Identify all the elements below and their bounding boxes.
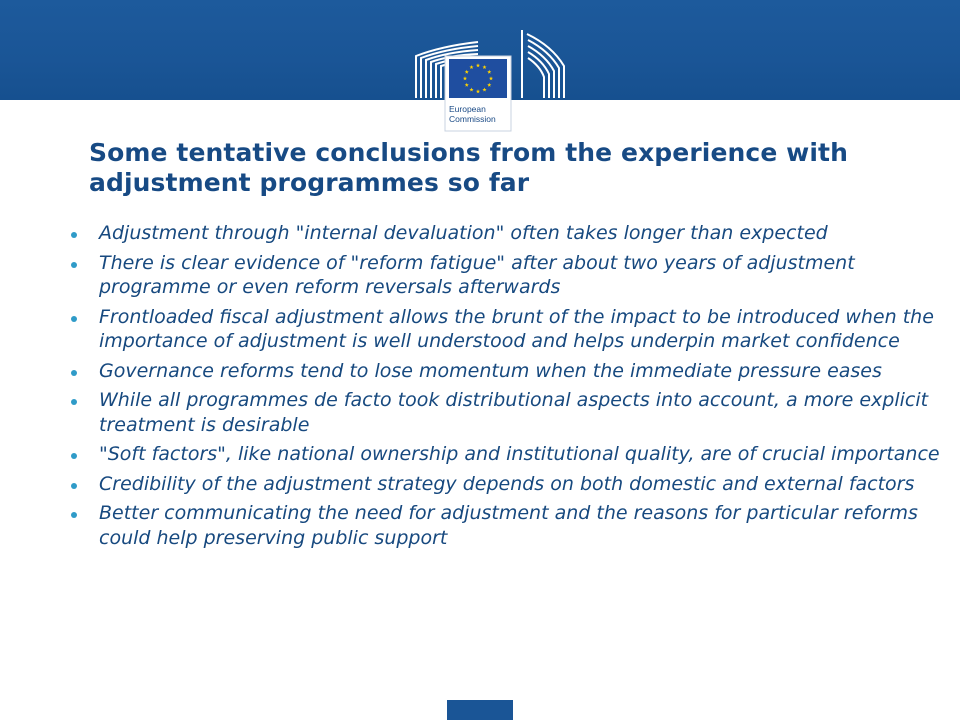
bullet-item bbox=[70, 501, 950, 550]
bullet-list bbox=[70, 221, 950, 555]
bullet-text: There is clear evidence of "reform fatigue" after about two years of adjustment programme or even reform reversals afterwards bbox=[99, 251, 855, 298]
slide-title: Some tentative conclusions from the experience with adjustment programmes so far bbox=[89, 138, 848, 197]
bullet-text: Better communicating the need for adjustment and the reasons for particular reforms could help preserving public support bbox=[99, 502, 918, 549]
bullet-dot-icon bbox=[71, 262, 77, 268]
bullet-item bbox=[70, 442, 950, 467]
bullet-item bbox=[70, 221, 950, 246]
european-commission-logo bbox=[412, 26, 568, 132]
bullet-dot-icon bbox=[71, 512, 77, 518]
bullet-item bbox=[70, 359, 950, 384]
berlaymont-right-wing-icon bbox=[522, 30, 564, 98]
bullet-text: Governance reforms tend to lose momentum when the immediate pressure eases bbox=[99, 359, 882, 382]
bullet-text: Credibility of the adjustment strategy depends on both domestic and external factors bbox=[99, 472, 915, 495]
bullet-dot-icon bbox=[71, 453, 77, 459]
bullet-item bbox=[70, 472, 950, 497]
bullet-item bbox=[70, 388, 950, 437]
bullet-item bbox=[70, 251, 950, 300]
logo-text-line1: European bbox=[449, 104, 486, 114]
bullet-text: Adjustment through "internal devaluation" often takes longer than expected bbox=[99, 222, 828, 244]
bullet-text: Frontloaded fiscal adjustment allows the brunt of the impact to be introduced when the importance of adjustment is well understood and helps underpin market confidence bbox=[99, 305, 934, 352]
bullet-dot-icon bbox=[71, 316, 77, 322]
bullet-dot-icon bbox=[71, 232, 77, 238]
bullet-dot-icon bbox=[71, 399, 77, 405]
bullet-dot-icon bbox=[71, 483, 77, 489]
bullet-text: "Soft factors", like national ownership and institutional quality, are of crucial importance bbox=[99, 443, 940, 465]
logo-text-line2: Commission bbox=[449, 114, 496, 124]
footer-tab bbox=[447, 700, 513, 720]
bullet-text: While all programmes de facto took distributional aspects into account, a more explicit treatment is desirable bbox=[99, 389, 929, 436]
logo-graphic bbox=[412, 26, 568, 132]
bullet-dot-icon bbox=[71, 370, 77, 376]
bullet-item bbox=[70, 305, 950, 354]
